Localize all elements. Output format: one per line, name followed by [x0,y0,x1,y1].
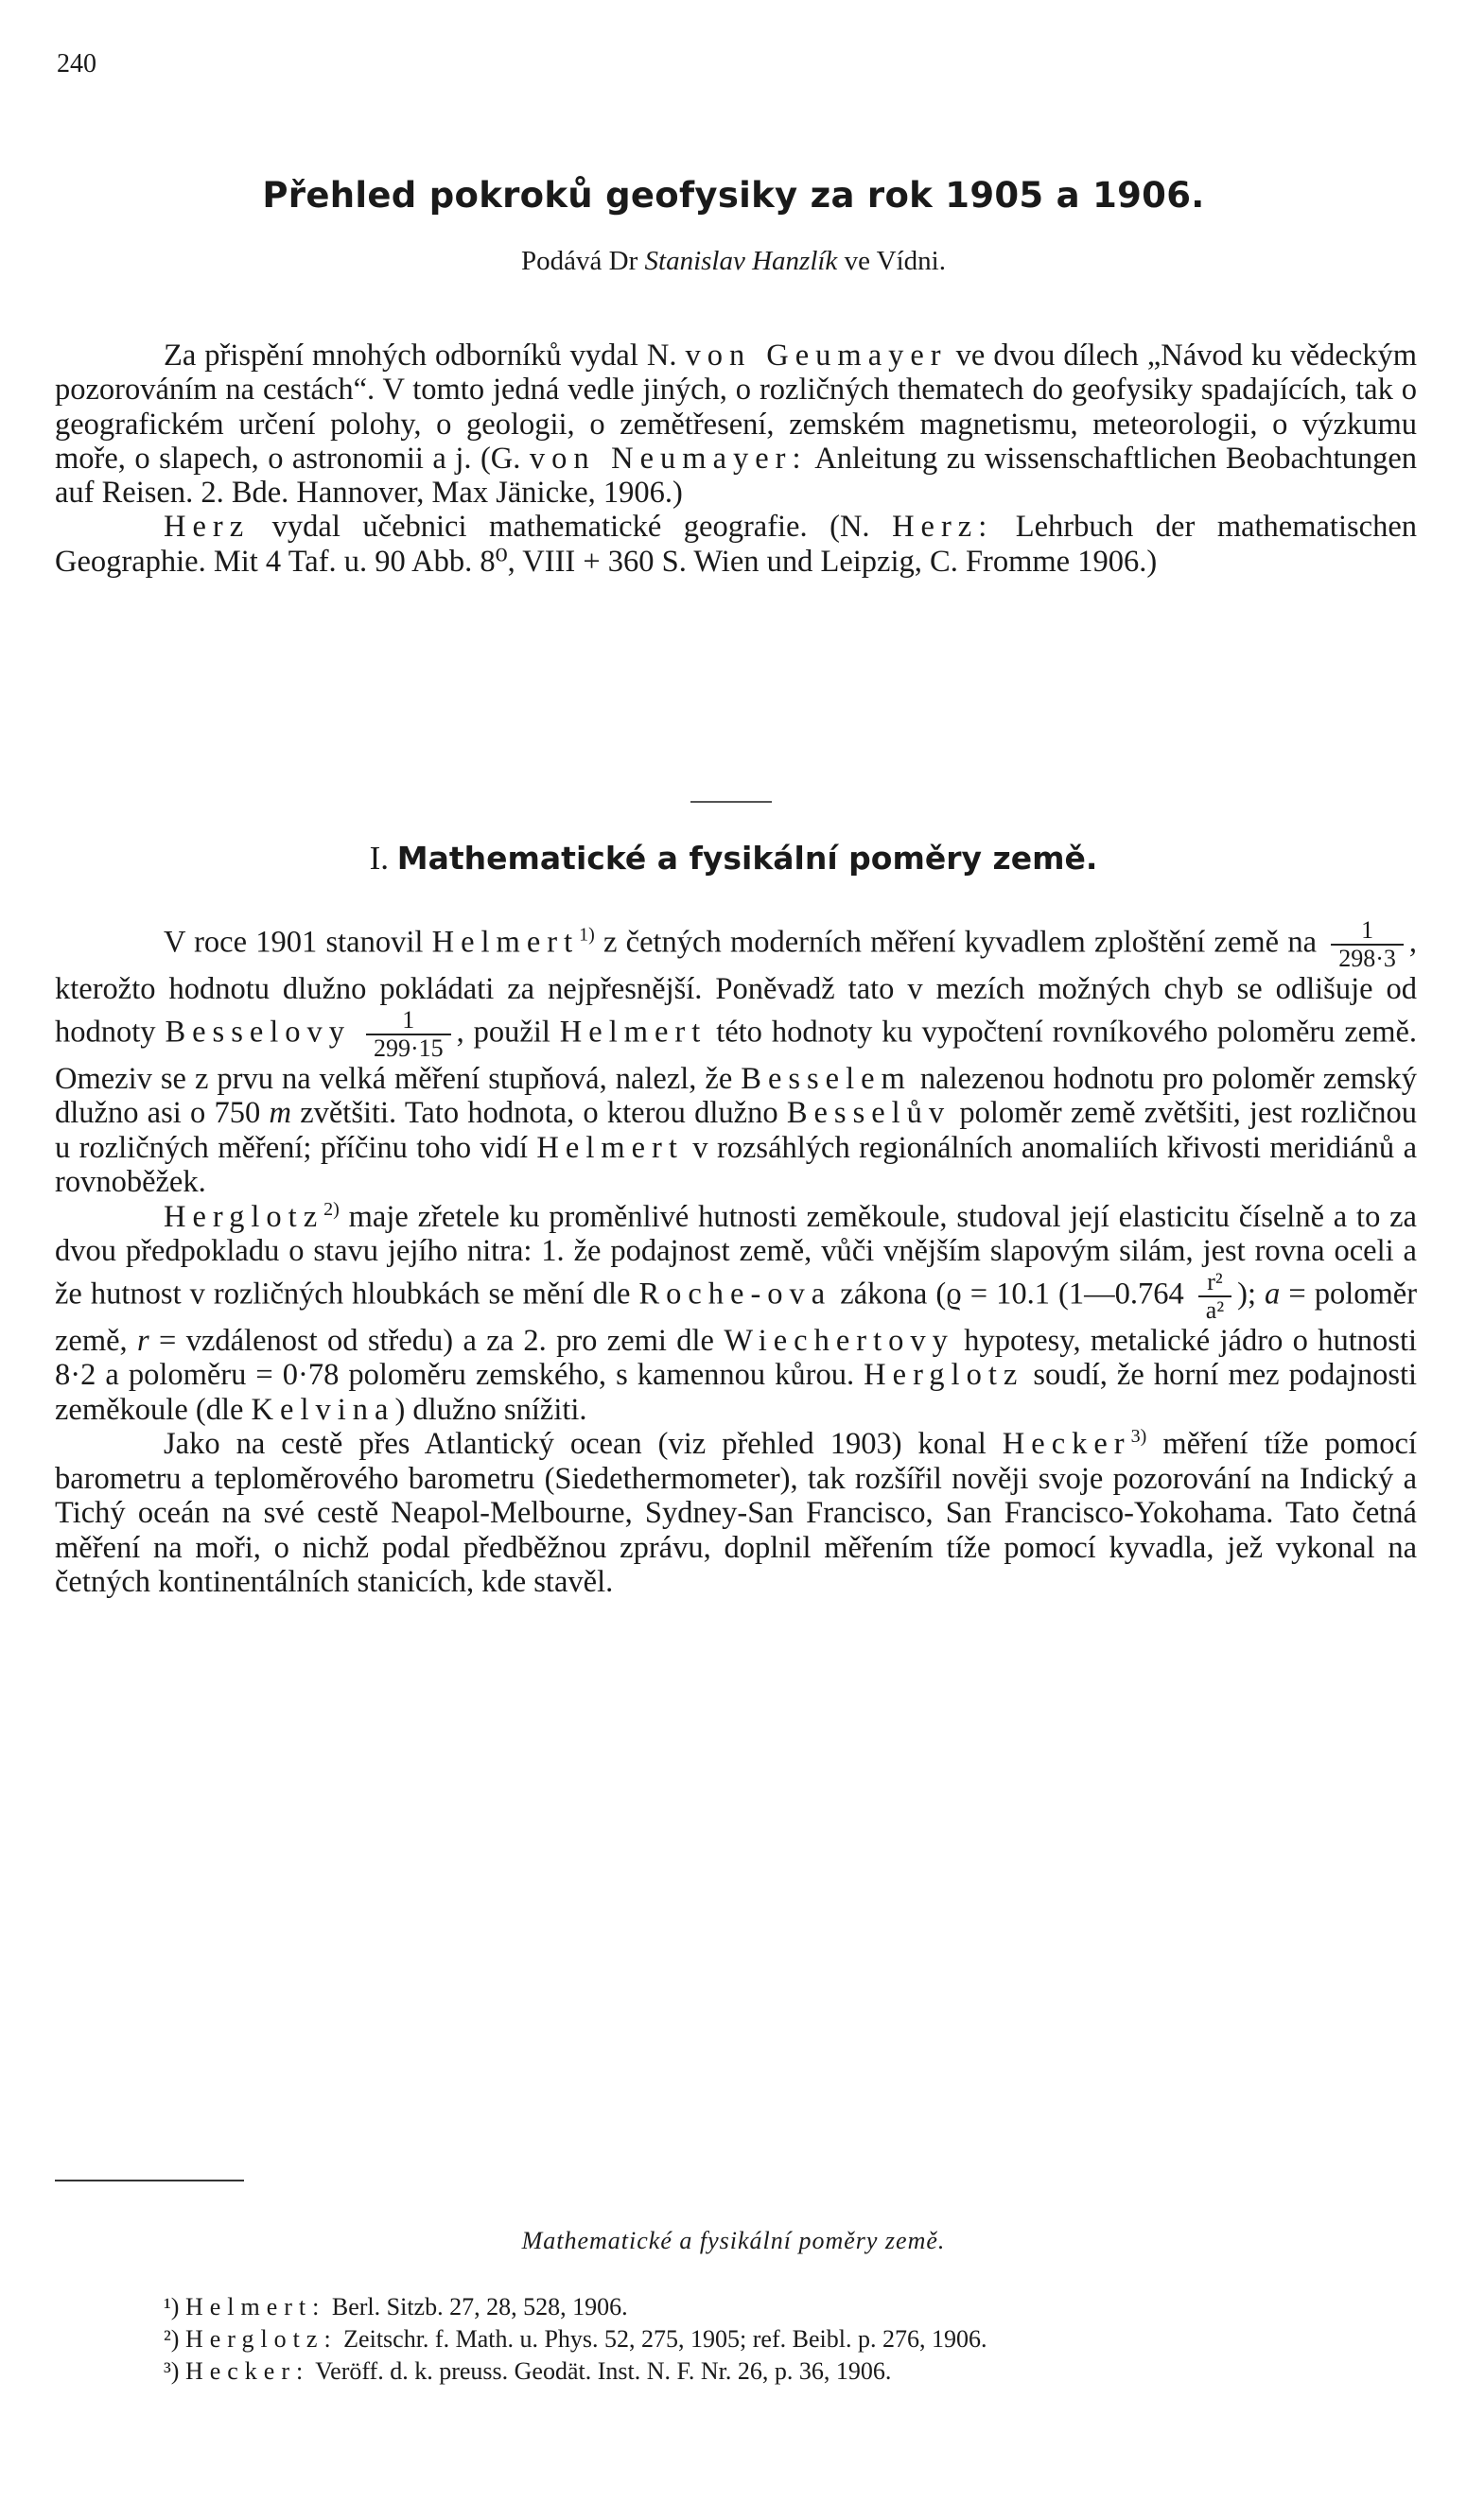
spaced-name: Herz: [892,510,994,545]
spaced-name: von Geumayer [685,339,948,373]
footnote-2 [55,2325,1417,2354]
fraction [366,1007,451,1062]
formula: (ϱ = 10.1 (1—0.764 [935,1276,1184,1311]
spaced-name: Wiechertovy [724,1323,954,1358]
footnotes [55,2293,1417,2390]
spaced-name: Kelvina [251,1392,395,1427]
text-run: soudí, že horní mez podajnosti zeměkoule (dle [55,1358,1418,1427]
variable: a [1265,1276,1281,1311]
text-run: zvětšiti. Tato hodnota, o kterou dlužno [300,1096,778,1130]
section-number: I. [369,840,390,877]
spaced-name: von Neumayer: [529,441,808,476]
spaced-name: Herglotz [864,1358,1024,1392]
spaced-name: Helmert [536,1130,684,1165]
text-run: Jako na cestě přes Atlantický ocean (viz přehled 1903) konal [164,1427,987,1461]
spaced-name: Roche-ova [638,1276,832,1311]
text-run: Anleitung zu wissenschaftlichen Beobachtungen auf Reisen. 2. Bde. Hannover, Max Jänicke, 1906.) [55,441,1418,511]
variable: r [137,1323,149,1358]
text-run: nalezenou hodnotu pro poloměr zemský dlužno asi o 750 [55,1061,1417,1130]
fraction-denominator: 298·3 [1338,945,1396,972]
text-run: V roce 1901 stanovil [164,925,424,960]
main-paragraph-3 [55,1427,1417,1600]
text-run: z četných moderních měření kyvadlem zploštění země na [603,925,1317,960]
spaced-name: Hecker: [184,2357,310,2385]
fraction-numerator: 1 [366,1007,451,1035]
byline [0,246,1467,277]
main-paragraph-1 [55,917,1417,1200]
intro-text [55,339,1417,579]
intro-paragraph-2 [55,510,1417,579]
section-title: Mathematické a fysikální poměry země. [396,840,1098,877]
footnote-3 [55,2357,1417,2386]
footnote-mark: ¹) [164,2293,180,2320]
spaced-name: Herglotz [164,1199,324,1234]
spaced-name: Herglotz: [184,2325,338,2353]
main-text [55,917,1417,1600]
spaced-name: Helmert [431,925,580,960]
running-title: Mathematické a fysikální poměry země. [521,2227,946,2254]
text-run: Lehrbuch der mathematischen Geographie. Mit 4 Taf. u. 90 Abb. 8⁰, VIII + 360 S. Wien und Leipzig, C. Fromme 1906.) [55,510,1417,579]
footnote-mark: ³) [164,2357,180,2385]
spaced-name: Besselovy [165,1014,352,1049]
formula: ); [1237,1276,1256,1311]
footnote-rule [55,2180,244,2181]
text-run: zákona [840,1276,928,1311]
text-run: hypotesy, metalické jádro o hutnosti 8·2 a poloměru = 0·78 poloměru zemského, s kamennou kůrou. [55,1323,1418,1392]
footnote-ref: 2) [323,1198,340,1220]
footnote-text: Veröff. d. k. preuss. Geodät. Inst. N. F. Nr. 26, p. 36, 1906. [315,2357,892,2385]
footnote-text: Berl. Sitzb. 27, 28, 528, 1906. [331,2293,628,2320]
fraction [1331,917,1404,972]
byline-author: Stanislav Hanzlík [644,246,838,276]
spaced-name: Besselův [786,1096,952,1130]
footnote-text: Zeitschr. f. Math. u. Phys. 52, 275, 1905; ref. Beibl. p. 276, 1906. [343,2325,987,2353]
main-paragraph-2 [55,1200,1417,1428]
footnote-ref: 1) [579,924,595,946]
footnote-1 [55,2293,1417,2321]
fraction-numerator: r² [1198,1269,1231,1297]
text-run: Za přispění mnohých odborníků vydal N. [164,339,677,373]
footnote-ref: 3) [1130,1426,1147,1448]
text-run: , kterožto hodnotu dlužno pokládati za nejpřesnější. Poněvadž tato v mezích možných chyb se odlišuje od hodnoty [55,925,1418,1049]
spaced-name: Besselem [741,1061,912,1096]
unit: m [269,1096,291,1130]
text-run: , použil [456,1014,550,1049]
text-run: maje zřetele ku proměnlivé hutnosti zeměkoule, studoval její elasticitu číselně a to za dvou předpokladu o stavu jejího nitra: 1. že podajnost země, vůči vnějším slapovým silám, jest rovna oceli a že hutnost v rozličných hloubkách se mění dle [55,1199,1417,1311]
spaced-name: Helmert: [184,2293,326,2320]
text-run: vydal učebnici mathematické geografie. (N. [271,510,870,545]
footnote-mark: ²) [164,2325,180,2353]
text-run: = vzdálenost od středu) a za 2. pro zemi dle [159,1323,714,1358]
text-run: ve dvou dílech „Návod ku vědeckým pozorováním na cestách“. V tomto jedná vedle jiných, o rozličných thematech do geofysiky spadajících, tak o geografickém určení polohy, o geologii, o zemětřesení, zemském magnetismu, meteorologii, o výzkumu moře, o slapech, o astronomii a j. (G. [55,339,1417,476]
text-run: ) dlužno snížiti. [394,1392,587,1427]
page-number: 240 [57,49,96,78]
section-heading [0,840,1467,878]
fraction-numerator: 1 [1331,917,1404,946]
text-run: poloměr země zvětšiti, jest rozličnou u rozličných měření; příčinu toho vidí [55,1096,1418,1165]
spaced-name: Hecker [1002,1427,1131,1461]
text-run: měření tíže pomocí barometru a teploměrového barometru (Siedethermometer), tak rozšířil nověji svoje pozorování na Indický a Tichý oceán na své cestě Neapol-Melbourne, Sydney-San Francisco, San Francisco-Yokohama. Tato četná měření na moři, o nichž podal předběžnou zprávu, doplnil měřením tíže pomocí kyvadla, jež vykonal na četných kontinentálních stanicích, kde stavěl. [55,1427,1418,1599]
byline-suffix: ve Vídni. [844,246,946,276]
fraction-denominator: 299·15 [373,1034,444,1062]
spaced-name: Helmert [559,1014,707,1049]
separator-line [690,801,772,803]
fraction-denominator: a² [1205,1295,1225,1324]
text-run: = poloměr země, [55,1276,1418,1358]
spaced-name: Herz [164,510,251,545]
text-run: této hodnoty ku vypočtení rovníkového poloměru země. Omeziv se z prvu na velká měření stupňová, nalezl, že [55,1014,1418,1096]
text-run: v rozsáhlých regionálních anomaliích křivosti meridiánů a rovnoběžek. [55,1130,1417,1199]
fraction [1198,1269,1231,1324]
article-title: Přehled pokroků geofysiky za rok 1905 a 1906. [262,175,1205,216]
intro-paragraph-1 [55,339,1417,510]
byline-prefix: Podává Dr [521,246,638,276]
